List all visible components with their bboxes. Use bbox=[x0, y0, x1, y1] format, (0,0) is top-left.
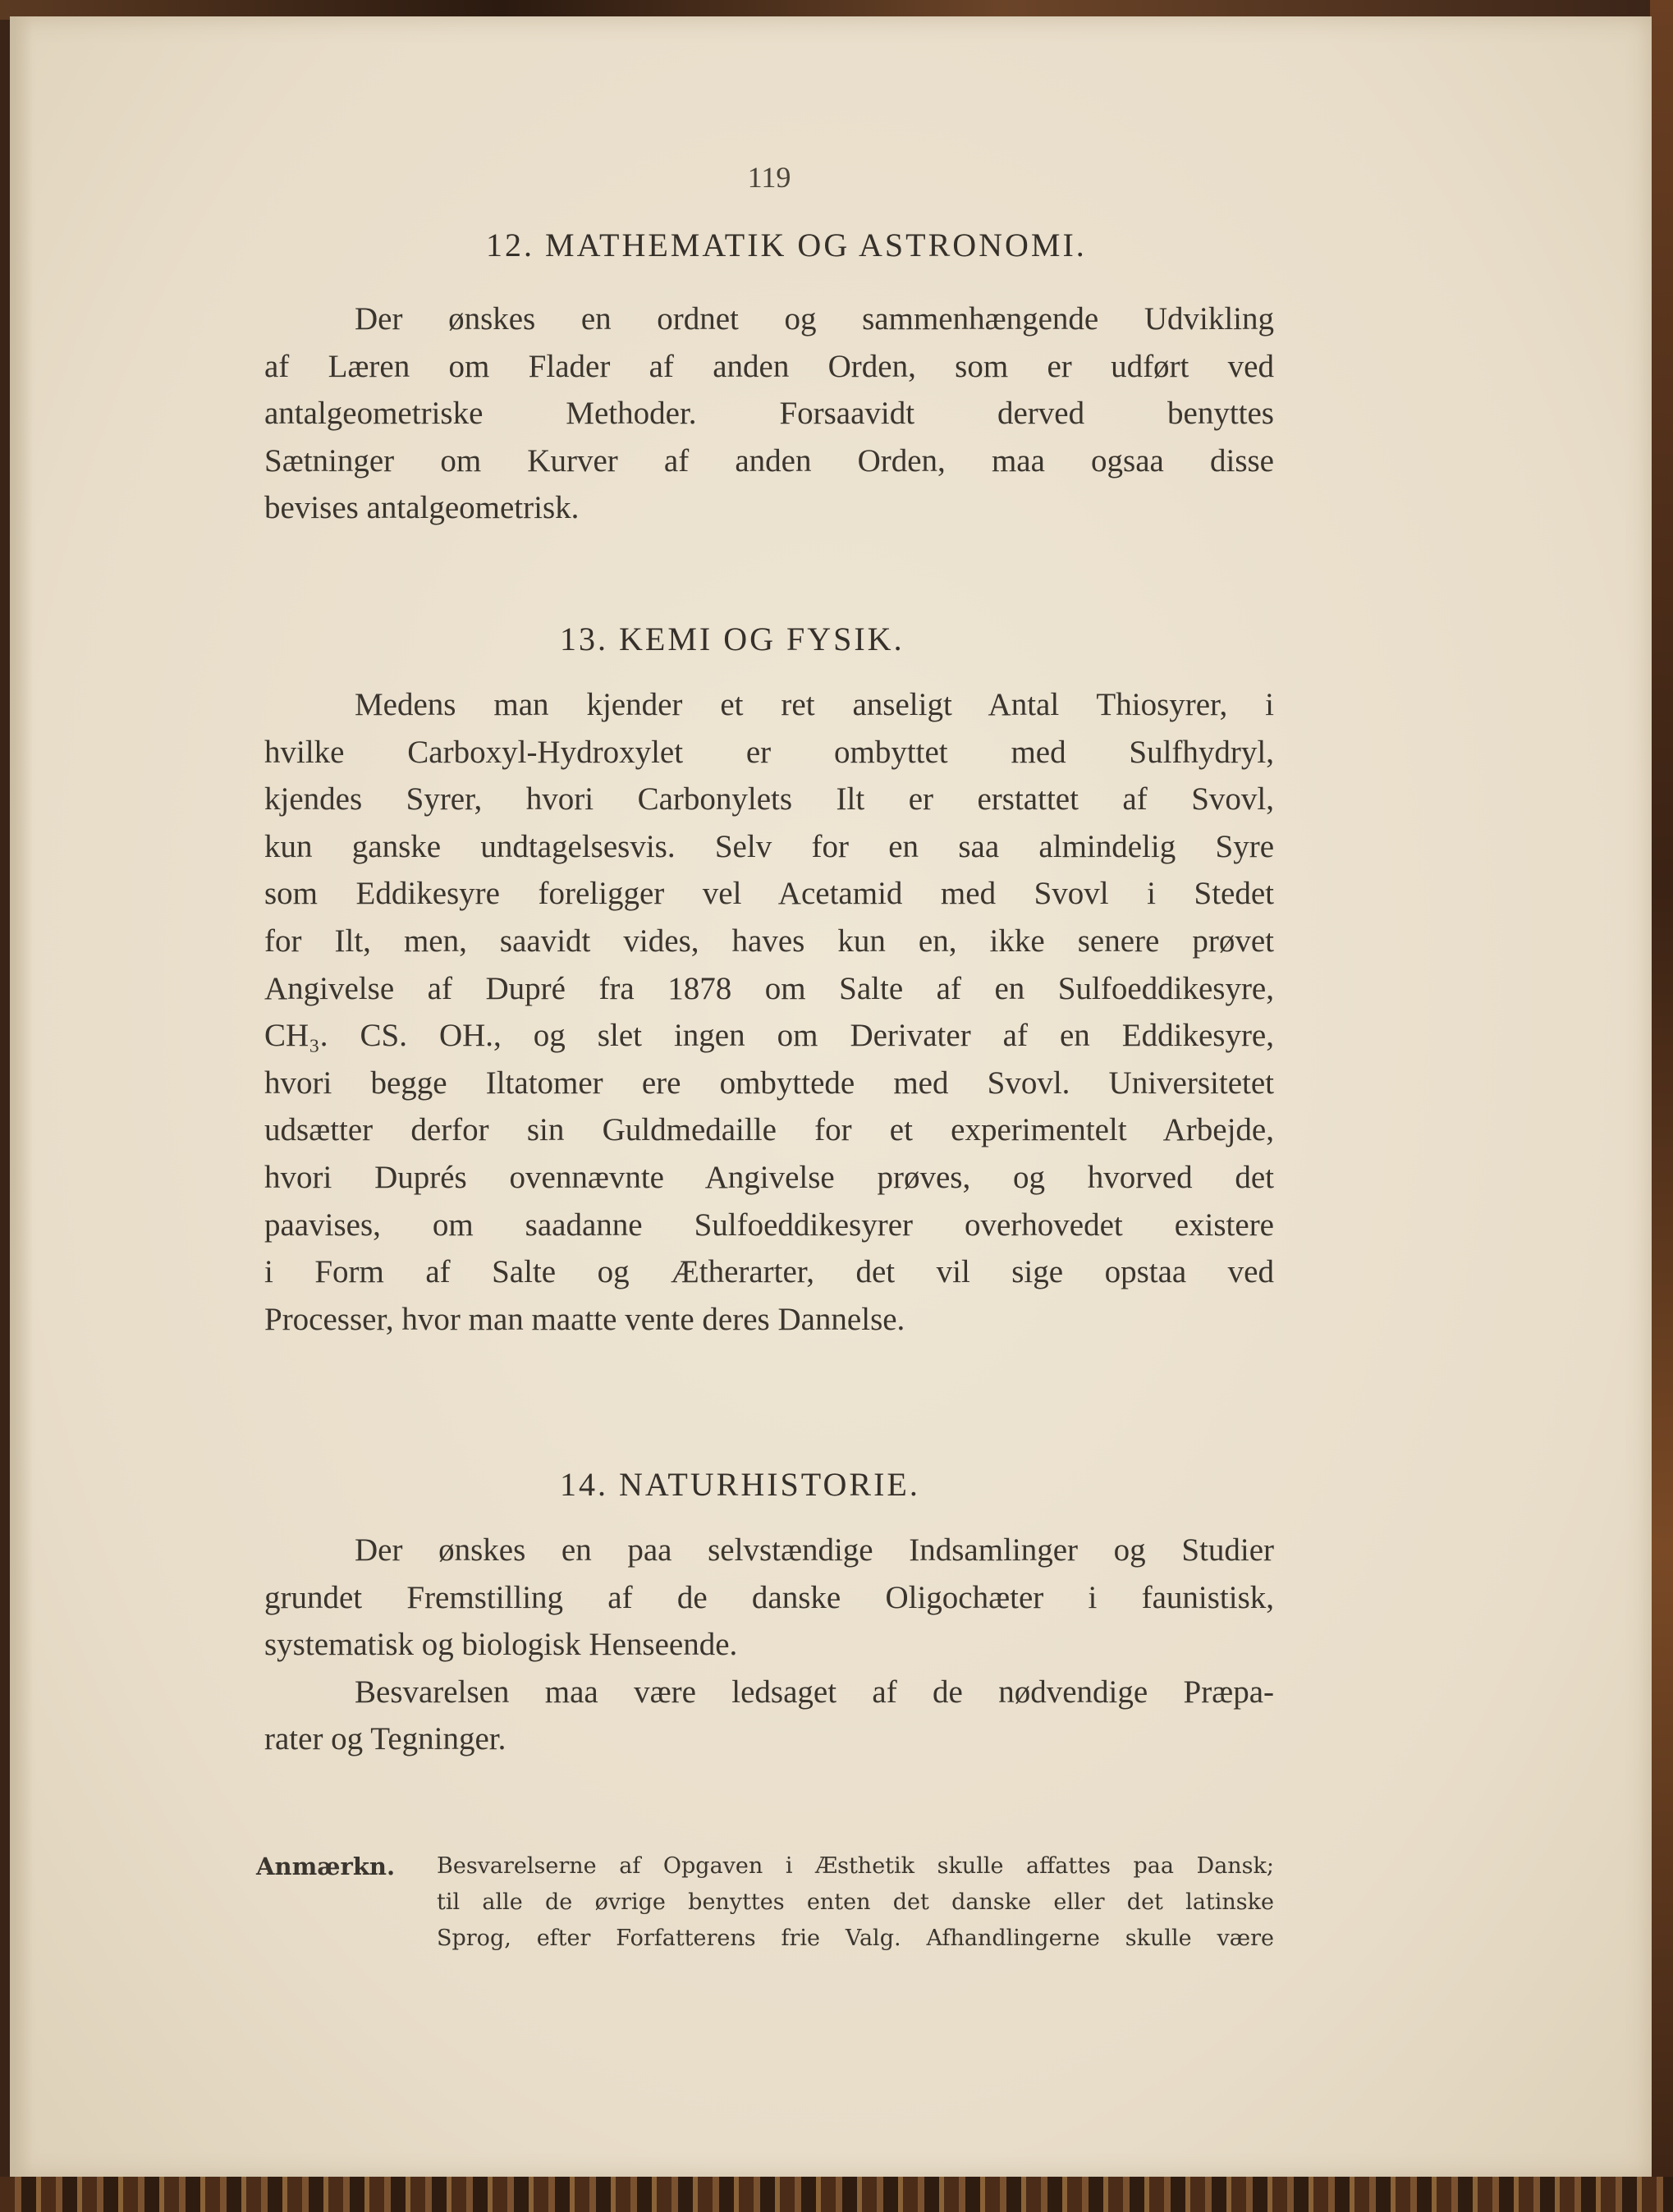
text-line: for Ilt, men, saavidt vides, haves kun en, ikke senere prøvet bbox=[264, 923, 1274, 959]
text-line: udsætter derfor sin Guldmedaille for et experimentelt Arbejde, bbox=[264, 1112, 1274, 1148]
section-12-paragraph bbox=[264, 295, 1274, 532]
text-line: bevises antalgeometrisk. bbox=[264, 490, 580, 526]
text-line: kun ganske undtagelsesvis. Selv for en saa almindelig Syre bbox=[264, 828, 1274, 864]
text-line: paavises, om saadanne Sulfoeddikesyrer overhovedet existere bbox=[264, 1207, 1274, 1243]
text-line: antalgeometriske Methoder. Forsaavidt derved benyttes bbox=[264, 396, 1274, 432]
text-line: Medens man kjender et ret anseligt Antal Thiosyrer, i bbox=[355, 687, 1274, 722]
section-14-body bbox=[264, 1527, 1274, 1763]
footnote-line: til alle de øvrige benyttes enten det danske eller det latinske bbox=[437, 1889, 1274, 1915]
section-13-paragraph bbox=[264, 681, 1274, 1343]
section-12-body bbox=[264, 295, 1274, 532]
text-line: hvori Duprés ovennævnte Angivelse prøves, og hvorved det bbox=[264, 1159, 1274, 1195]
text-line: CH₃. CS. OH., og slet ingen om Derivater af en Eddikesyre, bbox=[264, 1018, 1274, 1054]
text-line: rater og Tegninger. bbox=[264, 1721, 506, 1757]
text-line: som Eddikesyre foreligger vel Acetamid med Svovl i Stedet bbox=[264, 876, 1274, 912]
text-line: Der ønskes en ordnet og sammenhængende Udvikling bbox=[355, 301, 1274, 337]
text-line: Processer, hvor man maatte vente deres Dannelse. bbox=[264, 1301, 905, 1337]
text-line: i Form af Salte og Ætherarter, det vil sige opstaa ved bbox=[264, 1254, 1274, 1290]
footnote-body bbox=[437, 1848, 1274, 1957]
footnote-label: Anmærkn. bbox=[256, 1852, 396, 1880]
section-13-body bbox=[264, 681, 1274, 1343]
text-line: hvilke Carboxyl-Hydroxylet er ombyttet med Sulfhydryl, bbox=[264, 734, 1274, 770]
text-line: af Læren om Flader af anden Orden, som er udført ved bbox=[264, 348, 1274, 384]
section-14-paragraph-2 bbox=[264, 1669, 1274, 1763]
book-page bbox=[10, 16, 1652, 2179]
section-13-heading: 13. KEMI OG FYSIK. bbox=[560, 621, 905, 657]
text-line: grundet Fremstilling af de danske Oligochæter i faunistisk, bbox=[264, 1579, 1274, 1615]
text-line: kjendes Syrer, hvori Carbonylets Ilt er erstattet af Svovl, bbox=[264, 781, 1274, 817]
book-binding-right bbox=[1650, 0, 1673, 2212]
section-12-heading: 12. MATHEMATIK OG ASTRONOMI. bbox=[486, 227, 1087, 263]
text-line: Angivelse af Dupré fra 1878 om Salte af en Sulfoeddikesyre, bbox=[264, 970, 1274, 1006]
footnote-line: Besvarelserne af Opgaven i Æsthetik skulle affattes paa Dansk; bbox=[437, 1853, 1274, 1879]
text-line: Besvarelsen maa være ledsaget af de nødvendige Præpa- bbox=[355, 1674, 1274, 1710]
book-binding-bottom bbox=[0, 2177, 1673, 2212]
page-gutter bbox=[10, 16, 33, 2179]
section-14-paragraph-1 bbox=[264, 1527, 1274, 1669]
text-line: Der ønskes en paa selvstændige Indsamlinger og Studier bbox=[355, 1532, 1274, 1568]
page-number: 119 bbox=[747, 161, 791, 194]
footnote-line: Sprog, efter Forfatterens frie Valg. Afhandlingerne skulle være bbox=[437, 1926, 1274, 1951]
section-14-heading: 14. NATURHISTORIE. bbox=[560, 1466, 920, 1503]
text-line: hvori begge Iltatomer ere ombyttede med Svovl. Universitetet bbox=[264, 1065, 1274, 1101]
text-line: Sætninger om Kurver af anden Orden, maa ogsaa disse bbox=[264, 442, 1274, 479]
text-line: systematisk og biologisk Henseende. bbox=[264, 1627, 738, 1663]
